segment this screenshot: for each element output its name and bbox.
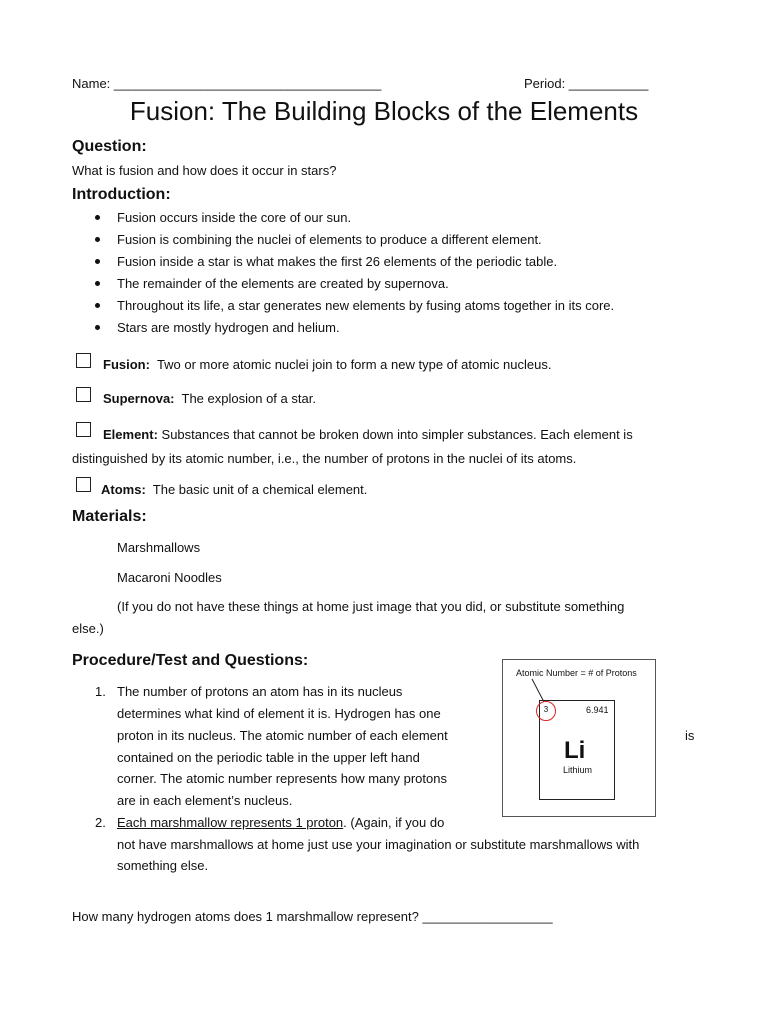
- atoms-checkbox[interactable]: [76, 477, 91, 492]
- bullet-icon: [95, 281, 100, 286]
- bullet-icon: [95, 237, 100, 242]
- vocab-fusion: [103, 357, 551, 372]
- material-item: Marshmallows: [117, 540, 201, 555]
- question-text: What is fusion and how does it occur in stars?: [72, 163, 337, 178]
- vocab-term: Supernova:: [103, 391, 175, 406]
- element-name: Lithium: [563, 765, 593, 775]
- vocab-term: Fusion:: [103, 357, 150, 372]
- supernova-checkbox[interactable]: [76, 387, 91, 402]
- step1-line: corner. The atomic number represents how many protons: [117, 771, 447, 786]
- vocab-term: Element:: [103, 427, 158, 442]
- step2-first-line: [117, 815, 444, 830]
- intro-bullet: Fusion inside a star is what makes the first 26 elements of the periodic table.: [117, 254, 558, 269]
- bullet-icon: [95, 259, 100, 264]
- vocab-element: [103, 427, 633, 442]
- period-field-label: Period: ___________: [524, 76, 649, 91]
- figure-caption: Atomic Number = # of Protons: [516, 668, 637, 678]
- step2-rest: . (Again, if you do: [343, 815, 445, 830]
- material-item: Macaroni Noodles: [117, 570, 222, 585]
- step1-line: The number of protons an atom has in its nucleus: [117, 684, 403, 699]
- step2-underlined: Each marshmallow represents 1 proton: [117, 815, 344, 830]
- element-symbol: Li: [564, 737, 586, 764]
- intro-bullet: Fusion is combining the nuclei of elements to produce a different element.: [117, 232, 542, 247]
- fusion-checkbox[interactable]: [76, 353, 91, 368]
- step-number: 2.: [95, 815, 106, 830]
- intro-bullet: Throughout its life, a star generates new elements by fusing atoms together in its core.: [117, 298, 615, 313]
- question-heading: Question:: [72, 138, 147, 155]
- step1-line: are in each element’s nucleus.: [117, 793, 293, 808]
- materials-note-continued: else.): [72, 621, 104, 636]
- introduction-heading: Introduction:: [72, 186, 171, 203]
- vocab-term: Atoms:: [101, 482, 146, 497]
- intro-bullet: Stars are mostly hydrogen and helium.: [117, 320, 340, 335]
- final-question: How many hydrogen atoms does 1 marshmallow represent? __________________: [72, 909, 553, 924]
- step2-line: not have marshmallows at home just use your imagination or substitute marshmallows with: [117, 837, 640, 852]
- bullet-icon: [95, 215, 100, 220]
- step1-is: is: [685, 728, 695, 743]
- intro-bullet: The remainder of the elements are created by supernova.: [117, 276, 449, 291]
- step1-line: determines what kind of element it is. Hydrogen has one: [117, 706, 441, 721]
- step2-line: something else.: [117, 858, 209, 873]
- atomic-mass: 6.941: [586, 705, 609, 715]
- bullet-icon: [95, 303, 100, 308]
- procedure-heading: Procedure/Test and Questions:: [72, 652, 309, 669]
- page-title: Fusion: The Building Blocks of the Elements: [129, 96, 639, 126]
- atomic-number: 3: [543, 705, 549, 714]
- step-number: 1.: [95, 684, 106, 699]
- vocab-atoms: [101, 482, 367, 497]
- vocab-definition: Substances that cannot be broken down into simpler substances. Each element is: [161, 427, 633, 442]
- vocab-definition: The basic unit of a chemical element.: [152, 482, 368, 497]
- element-checkbox[interactable]: [76, 422, 91, 437]
- name-field-label: Name: _____________________________________: [72, 76, 382, 91]
- intro-bullet: Fusion occurs inside the core of our sun.: [117, 210, 352, 225]
- vocab-definition-continued: distinguished by its atomic number, i.e., the number of protons in the nuclei of its atoms.: [72, 451, 577, 466]
- bullet-icon: [95, 325, 100, 330]
- materials-note: (If you do not have these things at home just image that you did, or substitute something: [117, 599, 625, 614]
- materials-heading: Materials:: [72, 508, 147, 525]
- step1-line: contained on the periodic table in the upper left hand: [117, 750, 420, 765]
- vocab-definition: The explosion of a star.: [181, 391, 316, 406]
- step1-line: proton in its nucleus. The atomic number of each element: [117, 728, 448, 743]
- vocab-supernova: [103, 391, 316, 406]
- vocab-definition: Two or more atomic nuclei join to form a new type of atomic nucleus.: [156, 357, 552, 372]
